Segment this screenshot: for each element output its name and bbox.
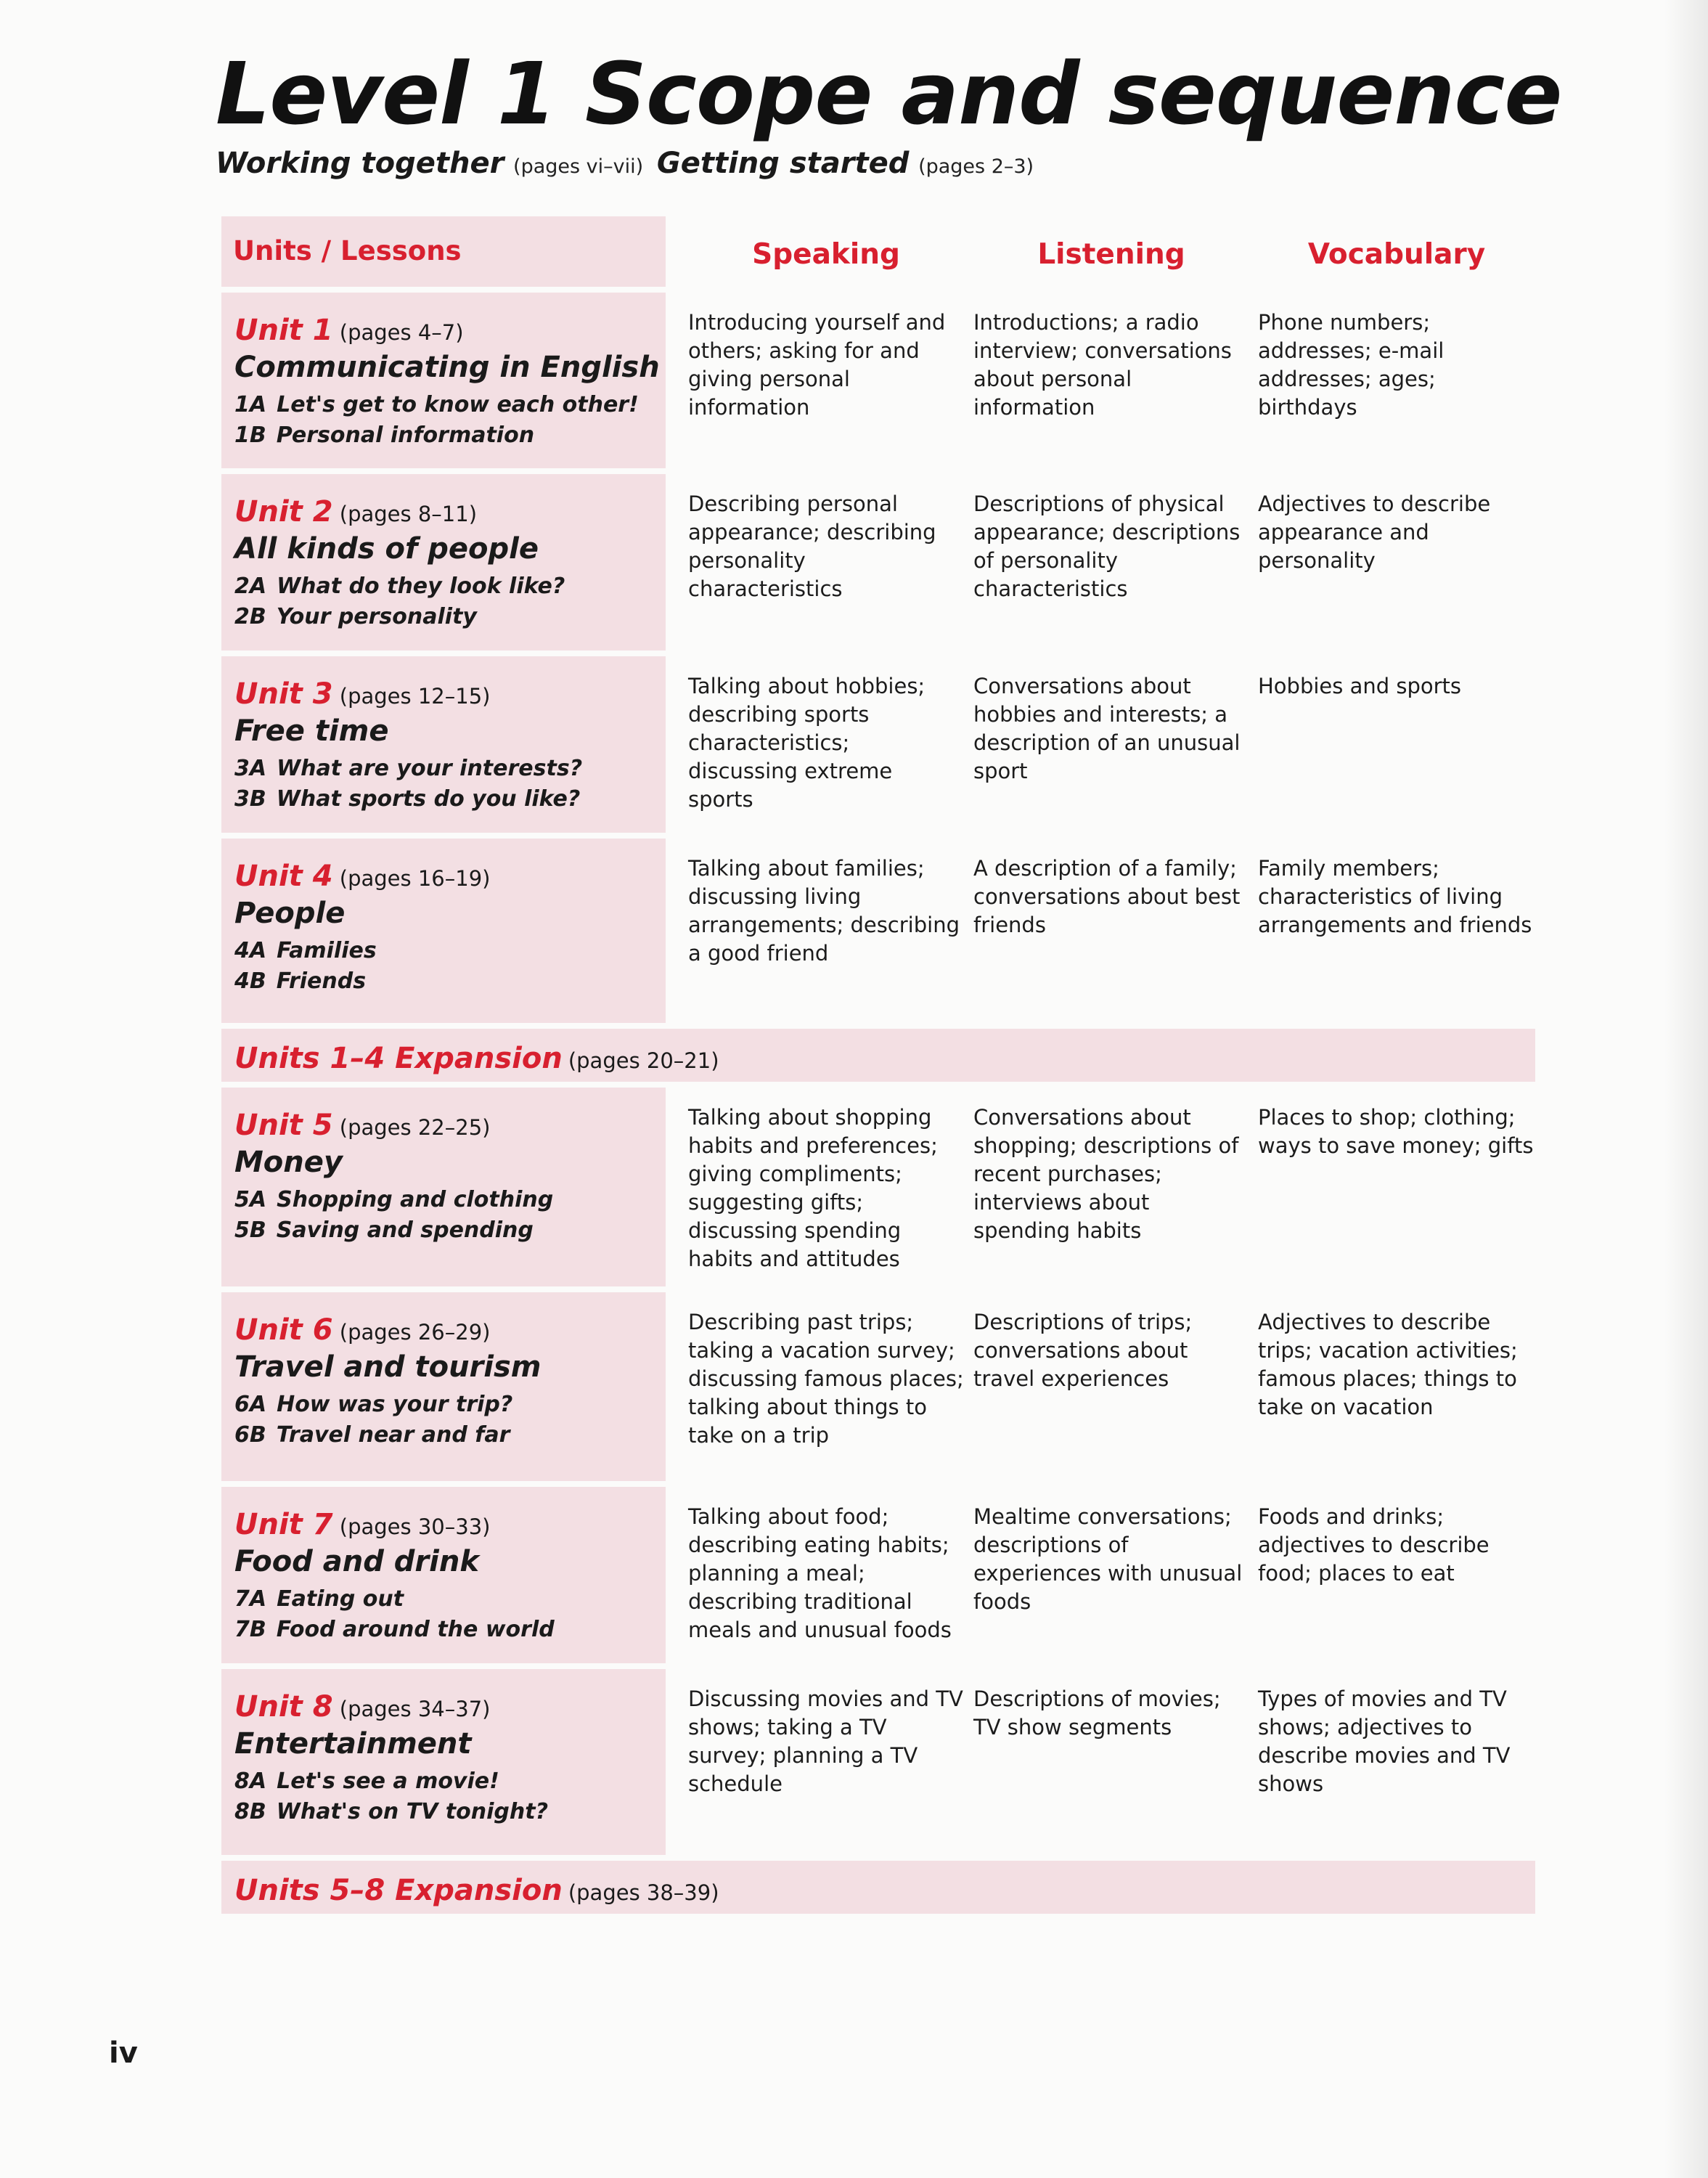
expansion-row bbox=[221, 1029, 1535, 1082]
unit-pages: (pages 16–19) bbox=[339, 866, 491, 891]
lesson-a-title: Eating out bbox=[277, 1586, 404, 1612]
table-row bbox=[221, 1292, 1535, 1481]
listening-cell: Mealtime conversations; descriptions of experiences with unusual foods bbox=[973, 1504, 1243, 1614]
unit-label: Unit 3 bbox=[234, 677, 333, 711]
lesson-a-title: Let's see a movie! bbox=[277, 1769, 499, 1794]
lesson-b bbox=[234, 1422, 666, 1449]
lesson-a-code: 4A bbox=[234, 938, 267, 963]
expansion-label: Units 1–4 Expansion bbox=[234, 1042, 563, 1075]
vocabulary-cell: Hobbies and sports bbox=[1258, 674, 1462, 698]
lesson-b-code: 4B bbox=[234, 968, 266, 994]
lesson-b-title: Travel near and far bbox=[276, 1422, 510, 1448]
lesson-b-code: 6B bbox=[234, 1422, 266, 1448]
unit-name: Food and drink bbox=[234, 1545, 479, 1578]
vocabulary-cell: Places to shop; clothing; ways to save money; gifts bbox=[1258, 1105, 1534, 1158]
lesson-a-title: How was your trip? bbox=[277, 1392, 513, 1417]
unit-name: People bbox=[234, 897, 346, 930]
page-number: iv bbox=[109, 2036, 138, 2070]
lesson-b-title: Friends bbox=[276, 968, 367, 994]
unit-cell bbox=[221, 656, 666, 833]
lesson-b-code: 1B bbox=[234, 422, 266, 448]
getting-started-label: Getting started bbox=[656, 147, 910, 180]
vocabulary-cell: Types of movies and TV shows; adjectives to describe movies and TV shows bbox=[1258, 1686, 1511, 1796]
lesson-b-title: What sports do you like? bbox=[276, 786, 581, 812]
unit-heading bbox=[234, 1108, 666, 1143]
lesson-a-code: 2A bbox=[234, 574, 267, 599]
table-row bbox=[221, 1669, 1535, 1855]
unit-heading bbox=[234, 313, 666, 348]
unit-name: Free time bbox=[234, 714, 389, 748]
lesson-a bbox=[234, 1586, 666, 1613]
lesson-a bbox=[234, 1391, 666, 1419]
lesson-a-code: 1A bbox=[234, 392, 267, 417]
listening-cell: Conversations about shopping; descriptions of recent purchases; interviews about spending habits bbox=[973, 1105, 1239, 1243]
speaking-cell: Talking about families; discussing living arrangements; describing a good friend bbox=[688, 856, 960, 966]
lesson-a-code: 7A bbox=[234, 1586, 267, 1612]
unit-cell bbox=[221, 293, 666, 468]
table-header bbox=[221, 216, 1535, 287]
unit-label: Unit 5 bbox=[234, 1109, 333, 1142]
speaking-cell: Discussing movies and TV shows; taking a TV survey; planning a TV schedule bbox=[688, 1686, 963, 1796]
speaking-cell: Talking about hobbies; describing sports characteristics; discussing extreme sports bbox=[688, 674, 925, 812]
lesson-b bbox=[234, 1798, 666, 1826]
speaking-cell: Describing personal appearance; describing personality characteristics bbox=[688, 492, 936, 601]
lesson-a-code: 6A bbox=[234, 1392, 267, 1417]
unit-label: Unit 8 bbox=[234, 1690, 333, 1724]
speaking-cell: Talking about shopping habits and preferences; giving compliments; suggesting gifts; discussing spending habits and attitudes bbox=[688, 1105, 938, 1271]
lesson-a bbox=[234, 1186, 666, 1214]
table-row bbox=[221, 293, 1535, 468]
listening-cell: Introductions; a radio interview; conversations about personal information bbox=[973, 310, 1232, 420]
lesson-b-code: 5B bbox=[234, 1217, 266, 1243]
lesson-b bbox=[234, 603, 666, 631]
lesson-b bbox=[234, 1616, 666, 1644]
header-vocabulary: Vocabulary bbox=[1307, 238, 1486, 271]
unit-heading bbox=[234, 494, 666, 529]
table-body bbox=[221, 293, 1535, 1914]
table-row bbox=[221, 656, 1535, 833]
header-listening: Listening bbox=[1037, 238, 1185, 271]
unit-label: Unit 2 bbox=[234, 495, 333, 529]
unit-cell bbox=[221, 1292, 666, 1481]
vocabulary-cell: Adjectives to describe trips; vacation activities; famous places; things to take on vacation bbox=[1258, 1310, 1518, 1419]
expansion-pages: (pages 38–39) bbox=[568, 1880, 719, 1905]
table-row bbox=[221, 1487, 1535, 1663]
unit-heading bbox=[234, 1507, 666, 1542]
unit-cell bbox=[221, 474, 666, 650]
unit-pages: (pages 26–29) bbox=[339, 1320, 491, 1345]
scope-sequence-table bbox=[221, 216, 1535, 1914]
lesson-b-code: 2B bbox=[234, 603, 266, 629]
unit-name: Travel and tourism bbox=[234, 1350, 542, 1384]
lesson-b bbox=[234, 968, 666, 995]
vocabulary-cell: Family members; characteristics of living arrangements and friends bbox=[1258, 856, 1532, 937]
expansion-label: Units 5–8 Expansion bbox=[234, 1874, 563, 1907]
unit-label: Unit 7 bbox=[234, 1508, 333, 1541]
unit-pages: (pages 4–7) bbox=[339, 320, 464, 345]
unit-name: Communicating in English bbox=[234, 351, 660, 384]
unit-name: Entertainment bbox=[234, 1727, 472, 1761]
lesson-a bbox=[234, 1768, 666, 1795]
getting-started-pages: (pages 2–3) bbox=[918, 155, 1034, 178]
lesson-a bbox=[234, 937, 666, 965]
speaking-cell: Introducing yourself and others; asking for and giving personal information bbox=[688, 310, 946, 420]
listening-cell: Descriptions of trips; conversations about travel experiences bbox=[973, 1310, 1193, 1391]
unit-pages: (pages 22–25) bbox=[339, 1115, 491, 1140]
unit-cell bbox=[221, 1669, 666, 1855]
lesson-a-code: 5A bbox=[234, 1187, 267, 1212]
speaking-cell: Describing past trips; taking a vacation survey; discussing famous places; talking about things to take on a trip bbox=[688, 1310, 964, 1448]
lesson-b bbox=[234, 1217, 666, 1244]
unit-heading bbox=[234, 1313, 666, 1347]
unit-cell bbox=[221, 839, 666, 1023]
unit-pages: (pages 34–37) bbox=[339, 1697, 491, 1721]
table-row bbox=[221, 1088, 1535, 1286]
lesson-b-code: 3B bbox=[234, 786, 266, 812]
lesson-a bbox=[234, 391, 666, 419]
header-units-lessons: Units / Lessons bbox=[221, 216, 666, 287]
table-row bbox=[221, 474, 1535, 650]
lesson-b-code: 7B bbox=[234, 1616, 266, 1642]
table-row bbox=[221, 839, 1535, 1023]
unit-name: All kinds of people bbox=[234, 532, 539, 566]
lesson-b-title: Your personality bbox=[276, 603, 477, 629]
lesson-b bbox=[234, 422, 666, 449]
page-title: Level 1 Scope and sequence bbox=[216, 44, 1562, 144]
subtitle bbox=[216, 149, 1034, 178]
header-speaking: Speaking bbox=[752, 238, 900, 271]
working-together-label: Working together bbox=[216, 147, 504, 180]
vocabulary-cell: Foods and drinks; adjectives to describe food; places to eat bbox=[1258, 1504, 1490, 1586]
unit-cell bbox=[221, 1487, 666, 1663]
unit-name: Money bbox=[234, 1146, 343, 1179]
unit-pages: (pages 8–11) bbox=[339, 502, 478, 526]
lesson-b-title: Food around the world bbox=[276, 1616, 555, 1642]
unit-label: Unit 6 bbox=[234, 1313, 333, 1347]
unit-pages: (pages 30–33) bbox=[339, 1514, 491, 1539]
lesson-b-title: What's on TV tonight? bbox=[276, 1798, 548, 1824]
unit-pages: (pages 12–15) bbox=[339, 684, 491, 709]
lesson-a-title: Families bbox=[277, 938, 377, 963]
unit-heading bbox=[234, 1689, 666, 1724]
lesson-a-title: What do they look like? bbox=[277, 574, 565, 599]
unit-heading bbox=[234, 677, 666, 711]
listening-cell: Descriptions of movies; TV show segments bbox=[973, 1686, 1221, 1739]
working-together-pages: (pages vi–vii) bbox=[513, 155, 644, 178]
vocabulary-cell: Phone numbers; addresses; e-mail addresses; ages; birthdays bbox=[1258, 310, 1445, 420]
expansion-pages: (pages 20–21) bbox=[568, 1048, 719, 1073]
lesson-b-title: Saving and spending bbox=[276, 1217, 534, 1243]
lesson-a bbox=[234, 755, 666, 783]
page-edge-shadow bbox=[1664, 0, 1708, 2178]
listening-cell: Descriptions of physical appearance; descriptions of personality characteristics bbox=[973, 492, 1241, 601]
lesson-a-title: Shopping and clothing bbox=[277, 1187, 554, 1212]
lesson-a-title: Let's get to know each other! bbox=[277, 392, 639, 417]
lesson-a bbox=[234, 573, 666, 600]
lesson-a-code: 8A bbox=[234, 1769, 267, 1794]
lesson-b-code: 8B bbox=[234, 1798, 266, 1824]
unit-cell bbox=[221, 1088, 666, 1286]
expansion-row bbox=[221, 1861, 1535, 1914]
unit-heading bbox=[234, 859, 666, 894]
lesson-b-title: Personal information bbox=[276, 422, 535, 448]
unit-label: Unit 4 bbox=[234, 860, 333, 893]
lesson-a-code: 3A bbox=[234, 756, 267, 781]
listening-cell: Conversations about hobbies and interests; a description of an unusual sport bbox=[973, 674, 1241, 783]
vocabulary-cell: Adjectives to describe appearance and personality bbox=[1258, 492, 1491, 573]
listening-cell: A description of a family; conversations about best friends bbox=[973, 856, 1241, 937]
speaking-cell: Talking about food; describing eating habits; planning a meal; describing traditional meals and unusual foods bbox=[688, 1504, 952, 1642]
lesson-b bbox=[234, 786, 666, 813]
unit-label: Unit 1 bbox=[234, 314, 333, 347]
lesson-a-title: What are your interests? bbox=[277, 756, 583, 781]
